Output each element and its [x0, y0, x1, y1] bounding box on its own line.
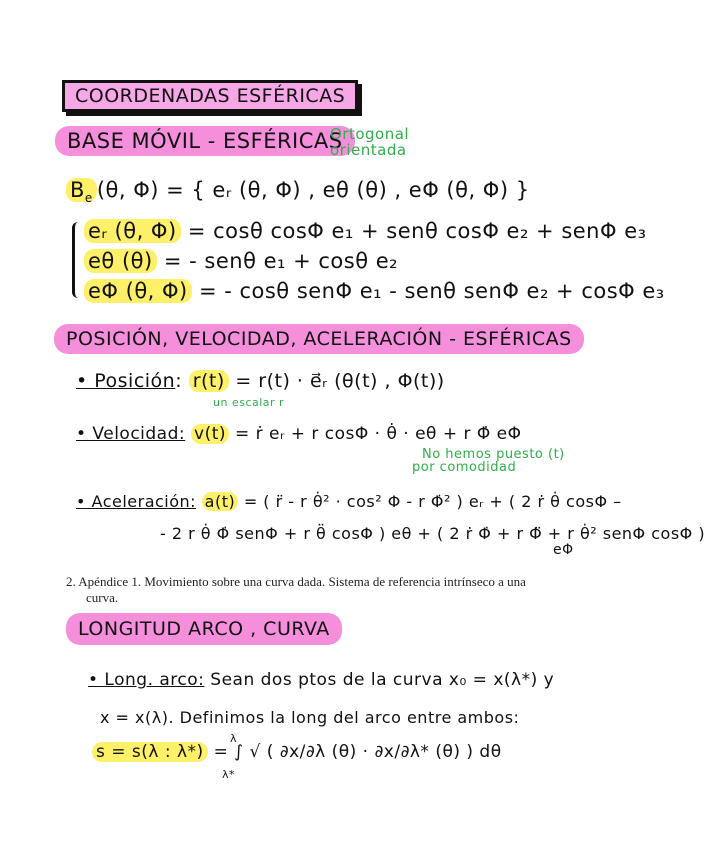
base-title: [55, 126, 355, 156]
ephi-equation: [84, 279, 665, 303]
pva-title-text: POSICIÓN, VELOCIDAD, ACELERACIÓN - ESFÉRICAS: [66, 328, 572, 350]
printed-heading: [66, 574, 626, 606]
base-set-symbol: $B_e$: [66, 178, 97, 202]
er-equation: [84, 219, 647, 243]
acceleration-label: • Aceleración:: [76, 492, 197, 511]
arc-line1: [88, 670, 554, 690]
arc-title-text: LONGITUD ARCO , CURVA: [78, 618, 330, 640]
arc-formula-rhs: = ∫ √ ( ∂x/∂λ (θ) · ∂x/∂λ* (θ) ) dθ: [213, 742, 502, 762]
arc-formula-lhs: s = s(λ : λ*): [92, 742, 208, 762]
etheta-equation: [84, 249, 398, 273]
position-vector: r(t): [189, 370, 229, 392]
arc-line1-text: Sean dos ptos de la curva x₀ = x(λ*) y: [210, 670, 555, 690]
er-lhs: eᵣ (θ, Φ): [84, 219, 181, 243]
arc-formula: [92, 742, 502, 762]
position-equation: • Posición: r(t) = r(t) · e⃗ᵣ (θ(t) , Φ(t)): [76, 370, 445, 392]
orthogonal-note-line2: orientada: [330, 141, 407, 159]
pva-title: [54, 324, 584, 354]
velocity-equation: [76, 424, 522, 444]
ephi-lhs: eΦ (θ, Φ): [84, 279, 192, 303]
acceleration-rhs-line1: = ( r̈ - r θ̇² · cos² Φ - r Φ̇² ) eᵣ + ( 2 ṙ θ̇ cosΦ –: [243, 492, 622, 511]
velocity-rhs: = ṙ eᵣ + r cosΦ · θ̇ · eθ + r Φ̇ eΦ: [234, 424, 522, 444]
scalar-note: un escalar r: [213, 396, 285, 409]
velocity-label: • Velocidad:: [76, 424, 186, 444]
position-rhs: = r(t) · e⃗ᵣ (θ(t) , Φ(t)): [235, 370, 445, 392]
comfort-note: [412, 448, 565, 474]
velocity-vector: v(t): [191, 424, 229, 444]
base-set-rhs: (θ, Φ) = { eᵣ (θ, Φ) , eθ (θ) , eΦ (θ, Φ) }: [96, 178, 530, 202]
base-title-text: BASE MÓVIL - ESFÉRICAS: [67, 129, 343, 153]
acceleration-equation: [76, 492, 622, 511]
arc-line1-label: • Long. arco:: [88, 670, 205, 690]
etheta-lhs: eθ (θ): [84, 249, 157, 273]
arc-title: [66, 613, 342, 645]
er-rhs: = cosθ cosΦ e₁ + senθ cosΦ e₂ + senΦ e₃: [187, 219, 647, 243]
acceleration-rhs-line2: - 2 r θ̇ Φ̇ senΦ + r θ̈ cosΦ ) eθ + ( 2 ṙ Φ̇ + r Φ̈ + r θ̇² senΦ cosΦ ): [160, 524, 705, 543]
comfort-note-line2: por comodidad: [412, 460, 517, 475]
printed-heading-line1: 2. Apéndice 1. Movimiento sobre una curva dada. Sistema de referencia intrínseco a una: [66, 574, 526, 589]
ephi-rhs: = - cosθ senΦ e₁ - senθ senΦ e₂ + cosΦ e₃: [198, 279, 665, 303]
etheta-rhs: = - senθ e₁ + cosθ e₂: [163, 249, 399, 273]
section-title-text: COORDENADAS ESFÉRICAS: [75, 85, 346, 107]
acceleration-vector: a(t): [202, 492, 239, 511]
printed-heading-line2: curva.: [86, 590, 119, 605]
section-title-coordenadas: [62, 80, 358, 112]
base-set-equation: [66, 178, 530, 205]
orthogonal-note-line1: Ortogonal: [330, 125, 410, 143]
integral-upper-limit: λ: [230, 732, 238, 745]
orthogonal-note: [330, 126, 409, 158]
integral-lower-limit: λ*: [222, 768, 236, 781]
arc-line2: x = x(λ). Definimos la long del arco entre ambos:: [100, 708, 520, 727]
comfort-note-line1: No hemos puesto (t): [422, 447, 565, 462]
position-label: • Posición: [76, 370, 176, 392]
acceleration-end-vector: eΦ: [553, 542, 574, 558]
